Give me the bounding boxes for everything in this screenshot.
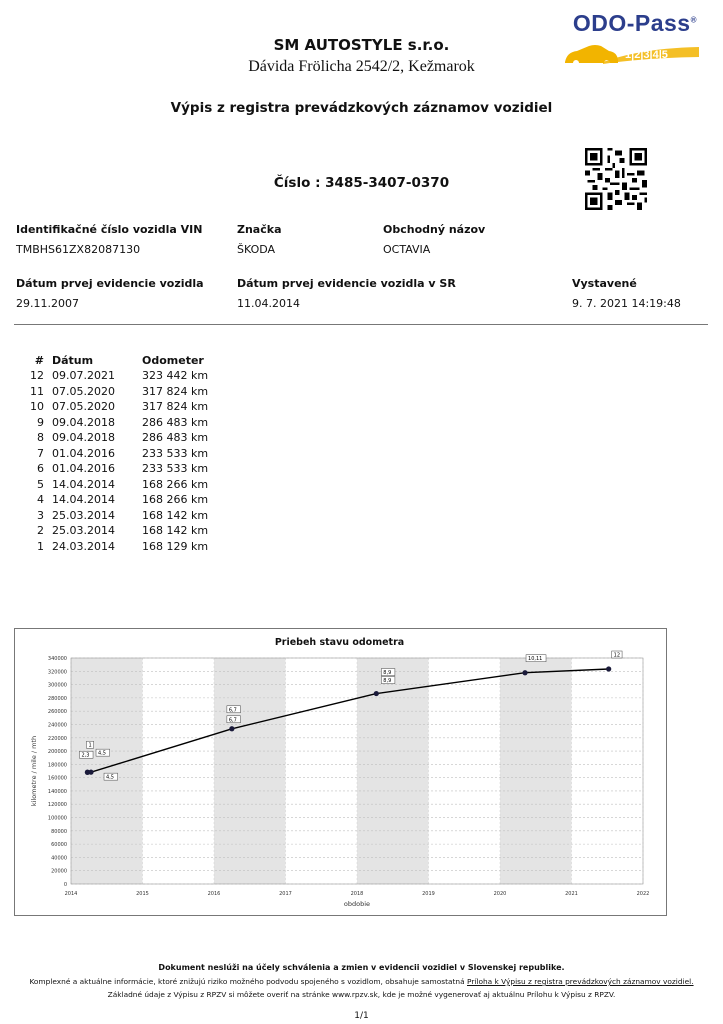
logo-text: ODO-Pass [572, 10, 691, 36]
odometer-chart [14, 650, 665, 912]
annotation-label: 10,11 [528, 656, 543, 663]
table-row [28, 477, 208, 493]
attachment-link[interactable]: Príloha k Výpisu z registra prevádzkových záznamov vozidiel. [467, 977, 694, 986]
annotation-label: 6,7 [228, 707, 237, 714]
brand-value: ŠKODA [237, 243, 276, 256]
model-label: Obchodný názov [383, 223, 486, 236]
x-tick-label: 2016 [207, 891, 221, 897]
first-registration-value: 29.11.2007 [16, 297, 79, 310]
row-number: 6 [37, 462, 44, 476]
column-header-number: # [34, 354, 44, 367]
y-tick-label: 40000 [51, 855, 67, 862]
x-tick-label: 2021 [565, 891, 578, 897]
row-odometer: 168 142 km [142, 508, 209, 522]
row-odometer: 233 533 km [142, 446, 209, 460]
row-number: 4 [37, 493, 44, 507]
row-odometer: 317 824 km [142, 400, 209, 414]
table-header-row [28, 353, 208, 368]
footer-info [0, 977, 723, 986]
y-tick-label: 180000 [47, 762, 67, 769]
y-tick-label: 120000 [47, 802, 67, 809]
row-odometer: 168 266 km [142, 493, 209, 507]
chart-title: Priebeh stavu odometra [274, 637, 405, 648]
y-tick-label: 0 [63, 882, 67, 888]
row-date: 09.04.2018 [52, 431, 115, 445]
y-tick-label: 100000 [47, 815, 67, 822]
table-row [28, 446, 208, 462]
row-date: 07.05.2020 [52, 384, 115, 398]
footer-info-text: Komplexné a aktuálne informácie, ktoré znižujú riziko možného podvodu spojeného s vozidlom, obsahuje samostatná [29, 977, 467, 986]
odo-pass-logo [555, 8, 715, 70]
row-odometer: 323 442 km [142, 369, 209, 383]
row-number: 9 [37, 415, 44, 429]
annotation-label: 1 [88, 742, 92, 749]
row-odometer: 317 824 km [142, 384, 209, 398]
brand-label: Značka [237, 223, 282, 236]
y-tick-label: 240000 [47, 722, 67, 729]
row-odometer: 286 483 km [142, 415, 209, 429]
x-tick-label: 2014 [64, 891, 78, 897]
table-row [28, 430, 208, 446]
row-date: 14.04.2014 [52, 493, 115, 507]
chart-band [214, 658, 286, 884]
x-tick-label: 2019 [422, 891, 435, 897]
y-tick-label: 220000 [47, 735, 67, 742]
x-tick-label: 2015 [136, 891, 149, 897]
x-tick-label: 2018 [350, 891, 364, 897]
x-axis-label: obdobie [343, 900, 371, 908]
y-tick-label: 340000 [47, 656, 67, 662]
qr-code-icon [585, 148, 647, 210]
x-tick-label: 2020 [493, 891, 507, 897]
footer-disclaimer: Dokument neslúži na účely schválenia a zmien v evidencii vozidiel v Slovenskej republike. [158, 963, 565, 972]
data-point [522, 670, 527, 675]
y-tick-label: 160000 [47, 775, 67, 782]
row-number: 5 [37, 477, 44, 491]
y-tick-label: 140000 [47, 788, 67, 795]
issued-label: Vystavené [572, 277, 637, 290]
row-date: 25.03.2014 [52, 524, 115, 538]
annotation-label: 12 [613, 652, 621, 659]
y-tick-label: 60000 [51, 842, 67, 849]
model-value: OCTAVIA [383, 243, 431, 256]
chart-band [500, 658, 572, 884]
first-registration-sr-label: Dátum prvej evidencie vozidla v SR [237, 277, 456, 290]
row-date: 25.03.2014 [52, 508, 115, 522]
row-number: 2 [37, 524, 44, 538]
registered-mark: ® [690, 15, 697, 25]
row-number: 11 [30, 384, 44, 398]
y-tick-label: 320000 [47, 669, 67, 676]
annotation-label: 4,5 [98, 750, 106, 757]
first-registration-sr-value: 11.04.2014 [237, 297, 300, 310]
table-row [28, 461, 208, 477]
data-point [374, 691, 379, 696]
y-tick-label: 300000 [47, 682, 67, 689]
table-row [28, 523, 208, 539]
issued-value: 9. 7. 2021 14:19:48 [572, 297, 681, 310]
row-date: 01.04.2016 [52, 462, 115, 476]
data-point [88, 770, 93, 775]
vin-label: Identifikačné číslo vozidla VIN [16, 223, 203, 236]
x-tick-label: 2017 [279, 891, 292, 897]
row-number: 1 [37, 539, 44, 553]
y-axis-label: kilometre / mile / mth [30, 735, 38, 807]
row-date: 09.04.2018 [52, 415, 115, 429]
table-row [28, 492, 208, 508]
row-odometer: 168 266 km [142, 477, 209, 491]
footer-verification: Základné údaje z Výpisu z RPZV si môžete overiť na stránke www.rpzv.sk, kde je možné vygenerovať aj aktuálnu Prílohu k Výpisu z RPZV. [107, 990, 616, 999]
table-row [28, 399, 208, 415]
row-date: 01.04.2016 [52, 446, 115, 460]
y-tick-label: 260000 [47, 709, 67, 716]
row-odometer: 168 129 km [142, 539, 209, 553]
y-tick-label: 200000 [47, 749, 67, 756]
row-date: 09.07.2021 [52, 369, 115, 383]
table-row [28, 415, 208, 431]
data-point [606, 666, 611, 671]
row-number: 7 [37, 446, 44, 460]
annotation-label: 4,5 [106, 774, 114, 781]
table-row [28, 508, 208, 524]
y-tick-label: 80000 [51, 828, 67, 835]
column-header-odometer: Odometer [142, 354, 204, 367]
y-tick-label: 20000 [51, 868, 67, 875]
divider [14, 324, 708, 325]
annotation-label: 6,7 [228, 717, 237, 724]
row-odometer: 286 483 km [142, 431, 209, 445]
row-number: 10 [30, 400, 44, 414]
page-number: 1/1 [354, 1011, 369, 1021]
data-point [229, 726, 234, 731]
document-number: Číslo : 3485-3407-0370 [273, 175, 450, 191]
table-row [28, 368, 208, 384]
odometer-records-table [28, 353, 208, 554]
annotation-label: 8,9 [383, 678, 392, 685]
annotation-label: 8,9 [383, 670, 392, 677]
row-number: 3 [37, 508, 44, 522]
row-date: 14.04.2014 [52, 477, 115, 491]
first-registration-label: Dátum prvej evidencie vozidla [16, 277, 204, 290]
logo-strip-text: 1|2|3|4|5 [625, 49, 668, 61]
row-date: 07.05.2020 [52, 400, 115, 414]
y-tick-label: 280000 [47, 695, 67, 702]
table-row [28, 384, 208, 400]
row-odometer: 233 533 km [142, 462, 209, 476]
row-date: 24.03.2014 [52, 539, 115, 553]
vin-value: TMBHS61ZX82087130 [16, 243, 141, 256]
document-title: Výpis z registra prevádzkových záznamov vozidiel [170, 100, 553, 116]
chart-band [71, 658, 143, 884]
row-number: 8 [37, 431, 44, 445]
x-tick-label: 2022 [636, 891, 650, 897]
row-odometer: 168 142 km [142, 524, 209, 538]
company-name: SM AUTOSTYLE s.r.o. [273, 36, 450, 54]
company-address: Dávida Frölicha 2542/2, Kežmarok [248, 58, 475, 75]
column-header-date: Dátum [52, 354, 94, 367]
car-odometer-icon [563, 42, 701, 66]
annotation-label: 2,3 [81, 752, 90, 759]
table-row [28, 539, 208, 555]
row-number: 12 [30, 369, 44, 383]
